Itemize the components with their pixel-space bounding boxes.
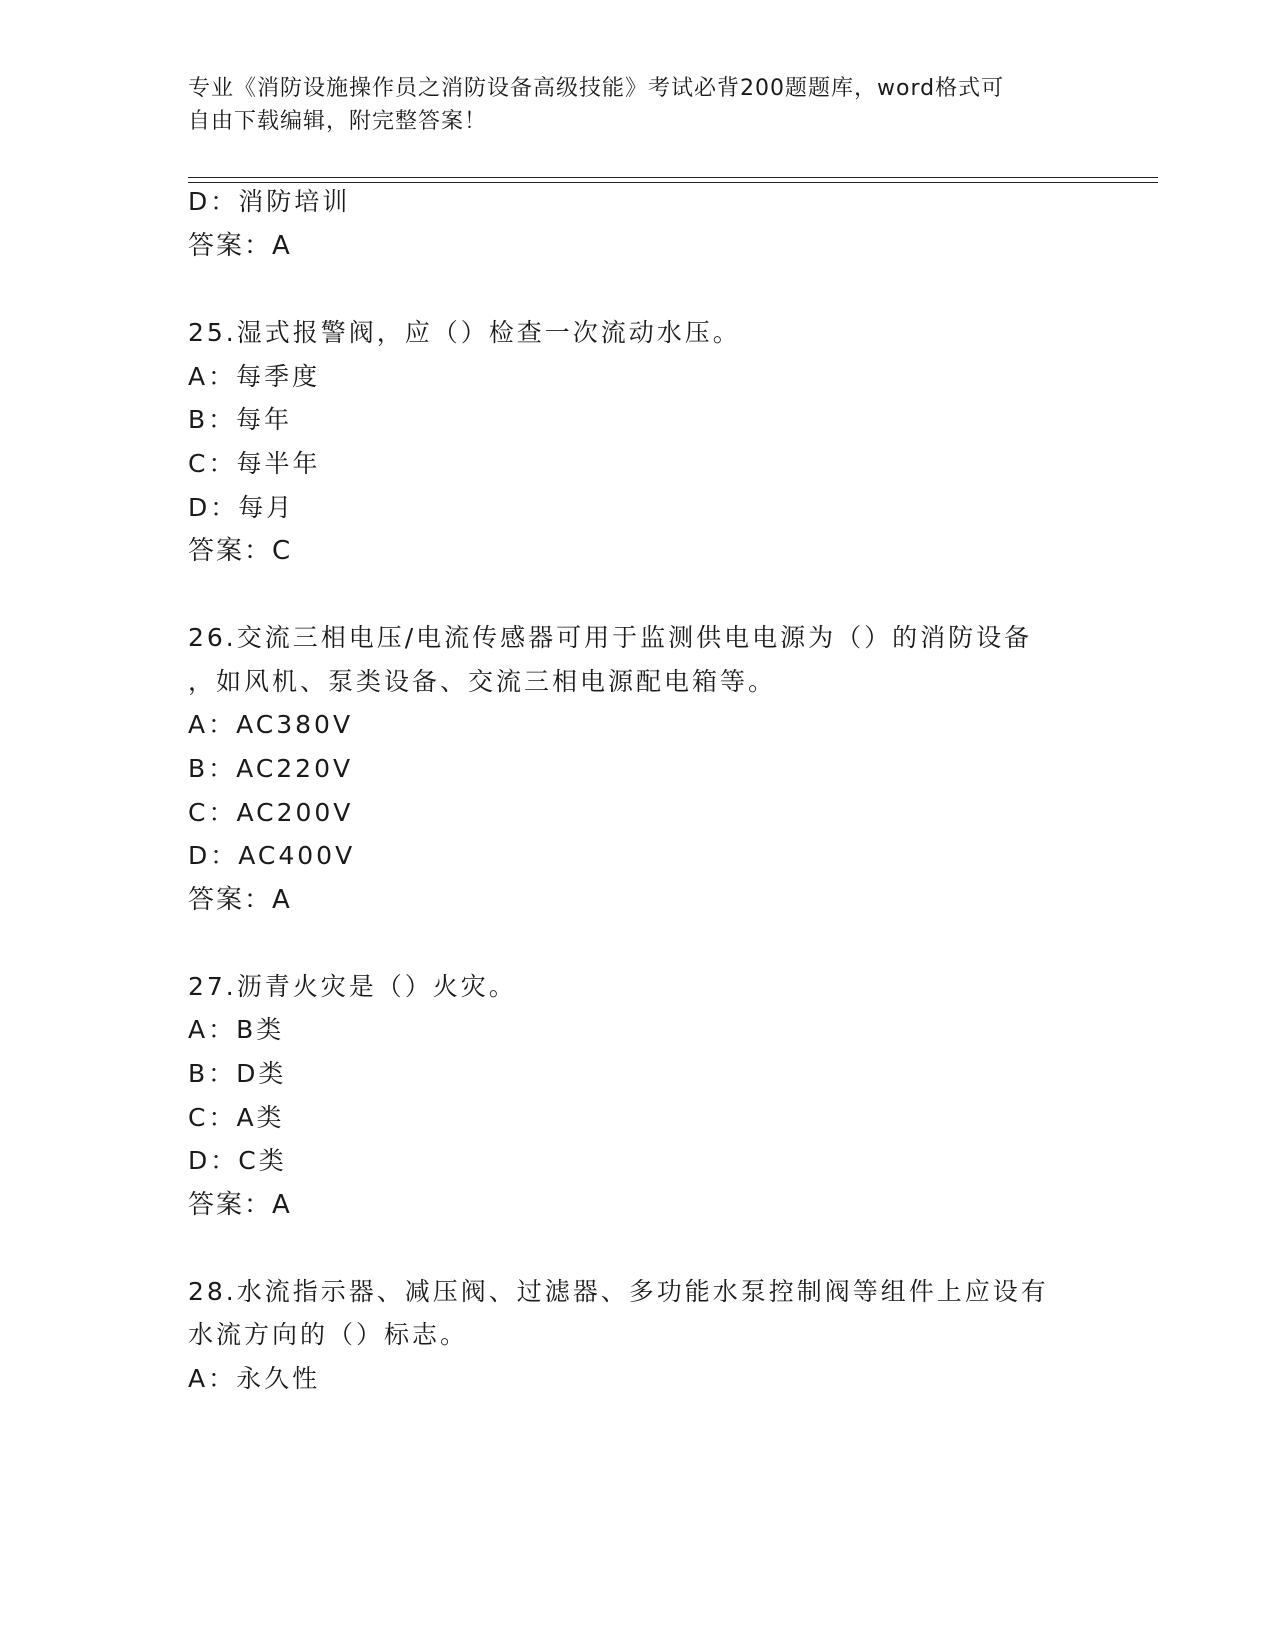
option-d-q27: D：C类	[188, 1146, 287, 1175]
option-d-q24: D：消防培训	[188, 187, 351, 216]
question-25: 25.湿式报警阀，应（）检查一次流动水压。	[188, 318, 741, 347]
option-b-q27: B：D类	[188, 1059, 287, 1088]
question-26-line-2: ，如风机、泵类设备、交流三相电源配电箱等。	[188, 667, 777, 696]
option-b-q26: B：AC220V	[188, 754, 354, 783]
answer-q26: 答案：A	[188, 885, 292, 915]
option-c-q25: C：每半年	[188, 449, 321, 478]
option-a-q25: A：每季度	[188, 362, 321, 391]
option-a-q28: A：永久性	[188, 1364, 321, 1393]
question-28-line-2: 水流方向的（）标志。	[188, 1320, 469, 1349]
question-27: 27.沥青火灾是（）火灾。	[188, 972, 517, 1001]
header-divider-top	[188, 177, 1158, 178]
option-d-q25: D：每月	[188, 493, 295, 522]
option-c-q26: C：AC200V	[188, 798, 354, 827]
option-a-q27: A：B类	[188, 1015, 285, 1044]
option-d-q26: D：AC400V	[188, 841, 356, 870]
document-header	[188, 72, 1088, 138]
header-line-1: 专业《消防设施操作员之消防设备高级技能》考试必背200题题库，word格式可	[188, 76, 1005, 101]
header-line-2: 自由下载编辑，附完整答案！	[188, 109, 488, 134]
answer-q27: 答案：A	[188, 1190, 292, 1220]
option-a-q26: A：AC380V	[188, 710, 354, 739]
option-c-q27: C：A类	[188, 1103, 285, 1132]
answer-q24: 答案：A	[188, 231, 292, 261]
option-b-q25: B：每年	[188, 405, 293, 434]
question-28-line-1: 28.水流指示器、减压阀、过滤器、多功能水泵控制阀等组件上应设有	[188, 1277, 1049, 1306]
question-26-line-1: 26.交流三相电压/电流传感器可用于监测供电电源为（）的消防设备	[188, 623, 1033, 652]
answer-q25: 答案：C	[188, 536, 293, 566]
header-divider-bottom	[188, 182, 1158, 183]
